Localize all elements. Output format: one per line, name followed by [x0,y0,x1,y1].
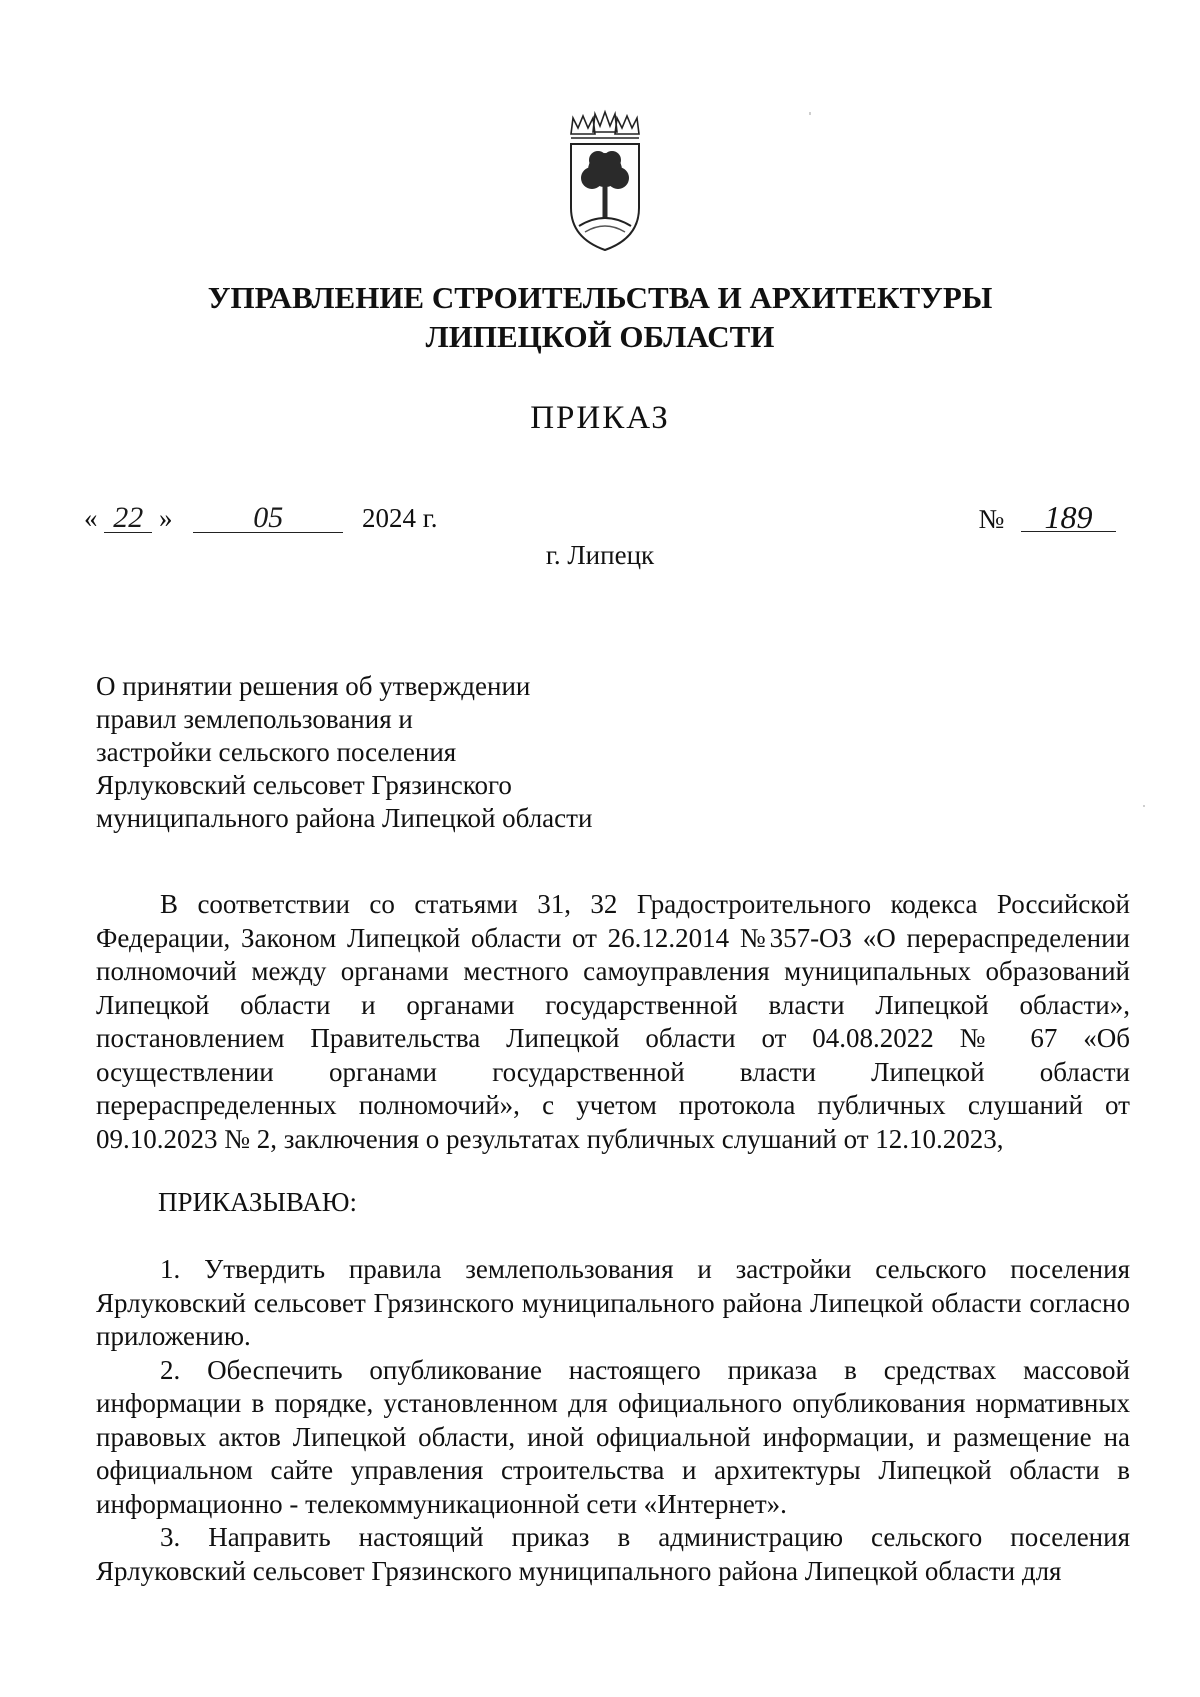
order-word: ПРИКАЗЫВАЮ: [158,1187,357,1217]
subject-line: О принятии решения об утверждении [96,671,531,701]
date-day: 22 [104,504,152,533]
number-label: № [978,504,1005,534]
date-year: 2024 г. [362,503,438,533]
order-item: 2. Обеспечить опубликование настоящего приказа в средствах массовой информации в порядке, установленном для официального опубликования нормативных правовых актов Липецкой области, иной официальной информации, и размещение на официальном сайте управления строительства и архитектуры Липецкой области в информационно - телекоммуникационной сети «Интернет». [96,1354,1130,1519]
document-type: ПРИКАЗ [530,400,670,436]
order-items [96,1253,1130,1588]
date-open-quote: « [84,503,98,533]
preamble-paragraph: В соответствии со статьями 31, 32 Градостроительного кодекса Российской Федерации, Законом Липецкой области от 26.12.2014 №357-ОЗ «О перераспределении полномочий между органами местного самоуправления муниципальных образований Липецкой области и органами государственной власти Липецкой области», постановлением Правительства Липецкой области от 04.08.2022 № 67 «Об осуществлении органами государственной власти Липецкой области перераспределенных полномочий», с учетом протокола публичных слушаний от 09.10.2023 № 2, заключения о результатах публичных слушаний от 12.10.2023, [96,889,1130,1154]
coat-of-arms-icon [565,108,645,258]
subject-line: правил землепользования и [96,704,413,734]
preamble [96,888,1130,1156]
organization-name-line2: ЛИПЕЦКОЙ ОБЛАСТИ [425,319,775,354]
date-close-quote: » [159,503,173,533]
document-subject [96,670,592,835]
organization-name [0,278,1200,356]
subject-line: Ярлуковский сельсовет Грязинского [96,770,512,800]
document-date [84,503,438,534]
scan-mark [809,112,811,115]
city: г. Липецк [545,540,655,570]
order-item: 3. Направить настоящий приказ в администрацию сельского поселения Ярлуковский сельсовет Грязинского муниципального района Липецкой области для [96,1522,1130,1586]
date-month: 05 [193,504,343,533]
number-value: 189 [1021,503,1116,532]
document-number [978,499,1116,535]
organization-name-line1: УПРАВЛЕНИЕ СТРОИТЕЛЬСТВА И АРХИТЕКТУРЫ [207,280,993,315]
subject-line: муниципального района Липецкой области [96,803,593,833]
subject-line: застройки сельского поселения [96,737,457,767]
order-item: 1. Утвердить правила землепользования и застройки сельского поселения Ярлуковский сельсовет Грязинского муниципального района Липецкой области согласно приложению. [96,1254,1130,1351]
scan-mark [1143,805,1145,807]
